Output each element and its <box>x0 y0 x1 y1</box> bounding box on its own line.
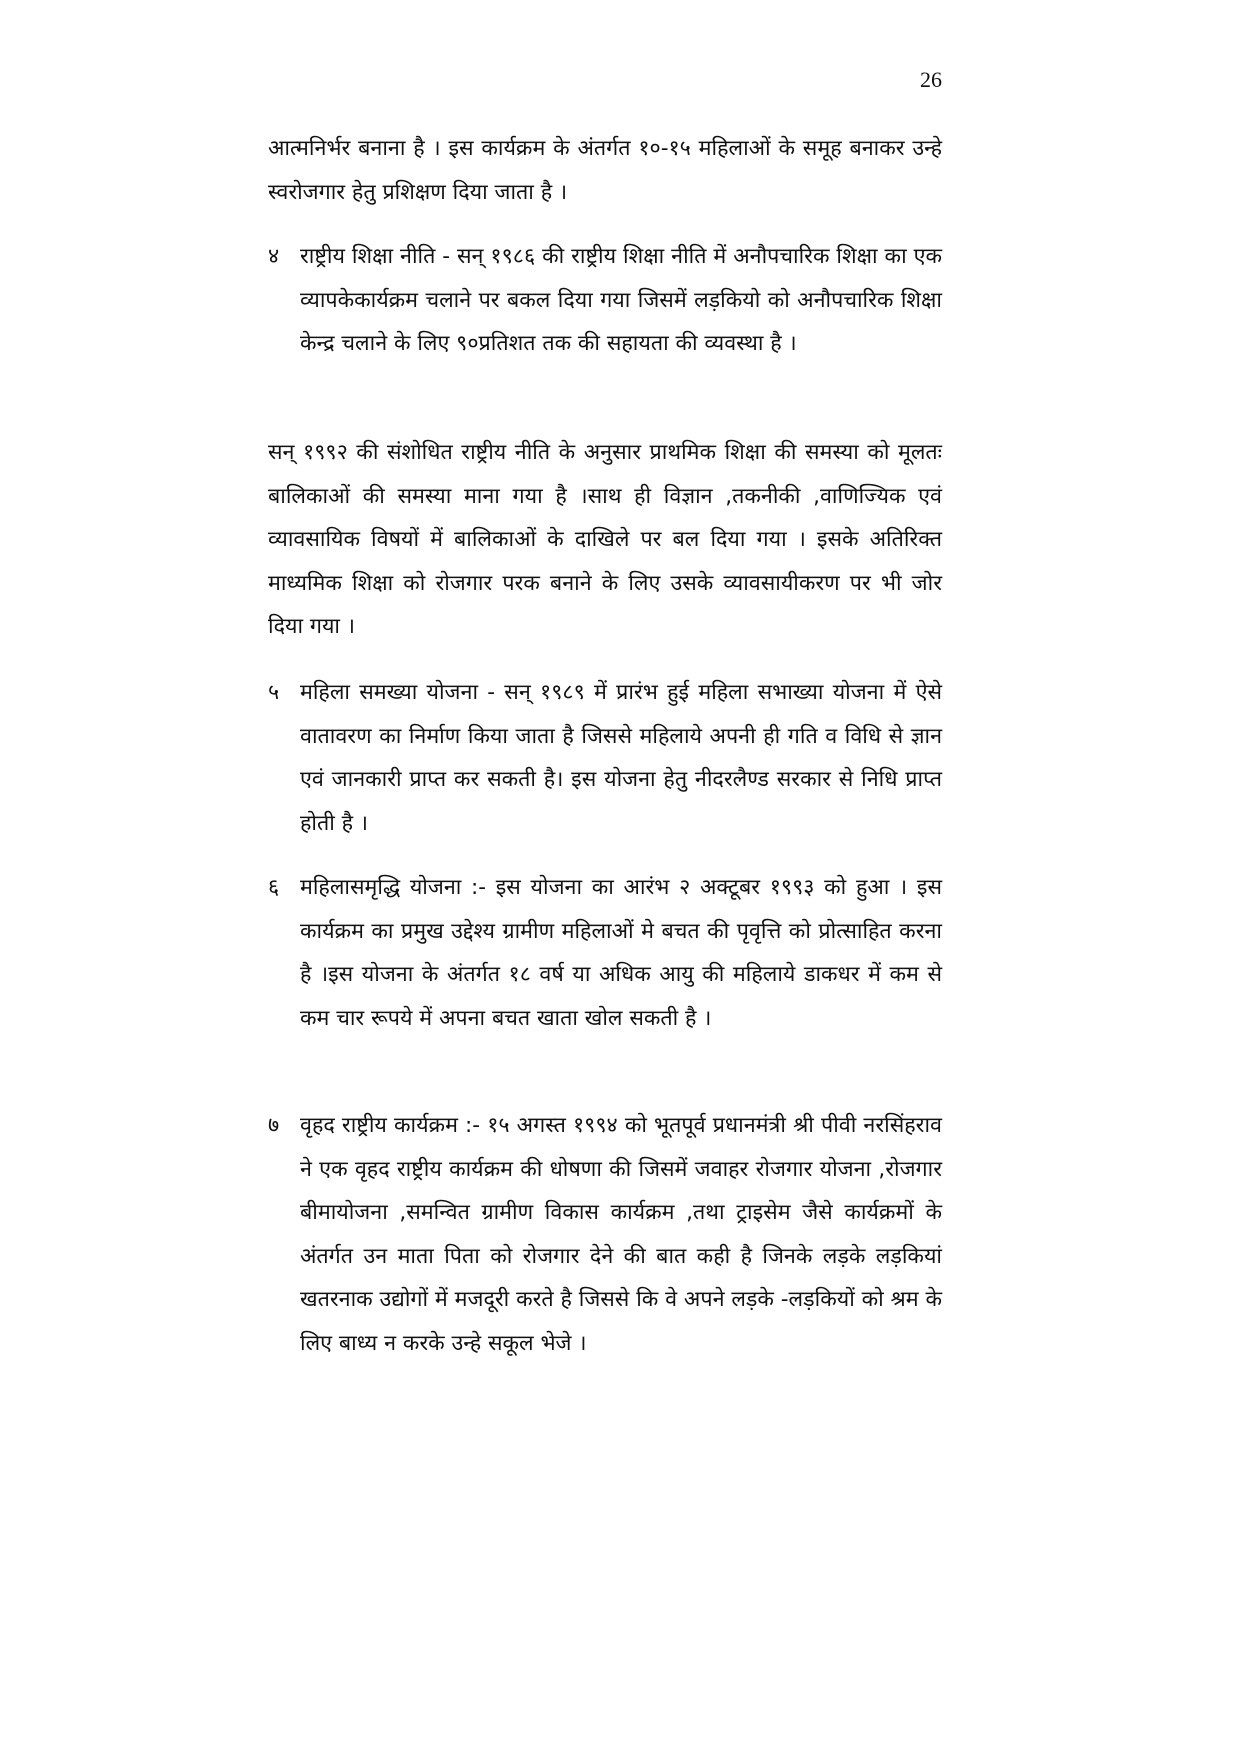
list-item-text: महिलासमृद्धि योजना :- इस योजना का आरंभ २ अक्टूबर १९९३ को हुआ । इस कार्यक्रम का प्रमुख उद्देश्य ग्रामीण महिलाओं मे बचत की पृवृत्ति को प्रोत्साहित करना है ।इस योजना के अंतर्गत १८ वर्ष या अधिक आयु की महिलाये डाकधर में कम से कम चार रूपये में अपना बचत खाता खोल सकती है । <box>300 875 942 1031</box>
list-item-text: राष्ट्रीय शिक्षा नीति - सन् १९८६ की राष्ट्रीय शिक्षा नीति में अनौपचारिक शिक्षा का एक व्यापकेकार्यक्रम चलाने पर बकल दिया गया जिसमें लड़कियो को अनौपचारिक शिक्षा केन्द्र चलाने के लिए ९०प्रतिशत तक की सहायता की व्यवस्था है । <box>300 244 942 356</box>
list-item-number: ६ <box>268 875 280 900</box>
intro-paragraph: आत्मनिर्भर बनाना है । इस कार्यक्रम के अंतर्गत १०-१५ महिलाओं के समूह बनाकर उन्हे स्वरोजगार हेतु प्रशिक्षण दिया जाता है । <box>268 136 942 205</box>
policy-paragraph: सन् १९९२ की संशोधित राष्ट्रीय नीति के अनुसार प्राथमिक शिक्षा की समस्या को मूलतः बालिकाओं की समस्या माना गया है ।साथ ही विज्ञान ,तकनीकी ,वाणिज्यिक एवं व्यावसायिक विषयों में बालिकाओं के दाखिले पर बल दिया गया । इसके अतिरिक्त माध्यमिक शिक्षा को रोजगार परक बनाने के लिए उसके व्यावसायीकरण पर भी जोर दिया गया । <box>268 440 942 639</box>
list-item-text: महिला समख्या योजना - सन् १९८९ में प्रारंभ हुई महिला सभाख्या योजना में ऐसे वातावरण का निर्माण किया जाता है जिससे महिलाये अपनी ही गति व विधि से ज्ञान एवं जानकारी प्राप्त कर सकती है। इस योजना हेतु नीदरलैण्ड सरकार से निधि प्राप्त होती है । <box>300 680 942 836</box>
list-item-number: ४ <box>268 244 280 269</box>
page-number: 26 <box>920 67 942 92</box>
list-item-number: ५ <box>268 680 280 705</box>
list-item-number: ७ <box>268 1113 280 1138</box>
list-item-text: वृहद राष्ट्रीय कार्यक्रम :- १५ अगस्त १९९४ को भूतपूर्व प्रधानमंत्री श्री पीवी नरसिंहराव ने एक वृहद राष्ट्रीय कार्यक्रम की धोषणा की जिसमें जवाहर रोजगार योजना ,रोजगार बीमायोजना ,समन्वित ग्रामीण विकास कार्यक्रम ,तथा ट्राइसेम जैसे कार्यक्रमों के अंतर्गत उन माता पिता को रोजगार देने की बात कही है जिनके लड़के लड़कियां खतरनाक उद्योगों में मजदूरी करते है जिससे कि वे अपने लड़के -लड़कियों को श्रम के लिए बाध्य न करके उन्हे सकूल भेजे । <box>300 1113 942 1356</box>
